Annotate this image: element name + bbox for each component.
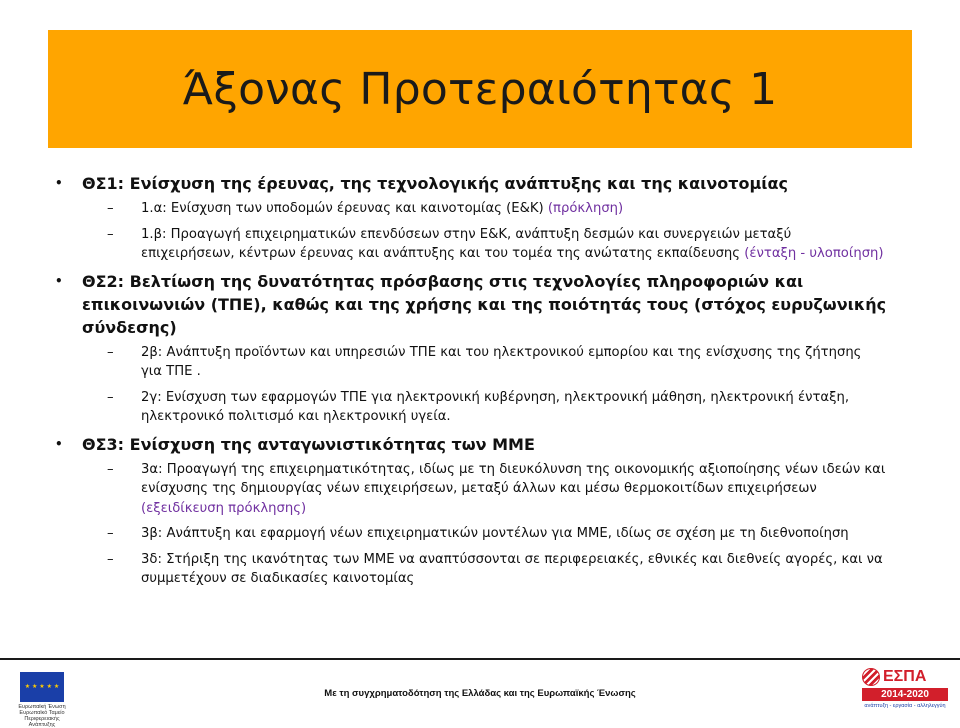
sub-item-note: (πρόκληση): [547, 201, 624, 216]
bullet-ts1: [55, 172, 915, 195]
dash-icon: –: [107, 201, 114, 216]
dash-icon: –: [107, 461, 114, 477]
bullet-icon: •: [55, 273, 63, 288]
title-banner: [48, 30, 912, 148]
dash-icon: –: [107, 226, 114, 242]
sub-item-1a: [55, 199, 886, 219]
dash-icon: –: [107, 526, 114, 541]
eu-caption: Ευρωπαϊκή Ένωση Ευρωπαϊκό Ταμείο Περιφερειακής Ανάπτυξης: [18, 704, 66, 728]
sub-item-note: (ένταξη - υλοποίηση): [744, 246, 884, 261]
espa-emblem-icon: [862, 668, 880, 686]
dash-icon: –: [107, 551, 114, 567]
sub-item-text: 2β: Ανάπτυξη προϊόντων και υπηρεσιών ΤΠΕ και του ηλεκτρονικού εμπορίου και της ενίσχυσης της ζήτησης για ΤΠΕ .: [141, 344, 862, 379]
sub-item-text: 2γ: Ενίσχυση των εφαρμογών ΤΠΕ για ηλεκτρονική κυβέρνηση, ηλεκτρονική μάθηση, ηλεκτρονική ένταξη, ηλεκτρονικό πολιτισμό και ηλεκτρονική υγεία.: [141, 389, 850, 424]
slide-title: Άξονας Προτεραιότητας 1: [182, 63, 778, 115]
dash-icon: –: [107, 344, 114, 360]
bullet-ts1-label: ΘΣ1: Ενίσχυση της έρευνας, της τεχνολογικής ανάπτυξης και της καινοτομίας: [82, 174, 788, 193]
sub-item-3a: [55, 460, 886, 519]
sub-item-2b: [55, 343, 886, 382]
bullet-ts3-label: ΘΣ3: Ενίσχυση της ανταγωνιστικότητας των ΜΜΕ: [82, 434, 535, 454]
footer: [0, 658, 960, 728]
sub-item-note: (εξειδίκευση πρόκλησης): [141, 500, 307, 516]
slide-content: [55, 172, 915, 595]
dash-icon: –: [107, 389, 114, 405]
sub-item-text: 1.α: Ενίσχυση των υποδομών έρευνας και καινοτομίας (Ε&Κ): [141, 201, 548, 216]
espa-motto: ανάπτυξη - εργασία - αλληλεγγύη: [864, 703, 946, 709]
cofunding-text: Με τη συγχρηματοδότηση της Ελλάδας και της Ευρωπαϊκής Ένωσης: [324, 688, 636, 699]
sub-item-1b: [55, 225, 886, 264]
sub-item-text: 3β: Ανάπτυξη και εφαρμογή νέων επιχειρηματικών μοντέλων για ΜΜΕ, ιδίως σε σχέση με τη διεθνοποίηση: [141, 526, 849, 541]
bullet-ts2: [55, 270, 915, 339]
eu-flag-icon: ★ ★ ★ ★ ★: [20, 672, 64, 702]
bullet-icon: •: [55, 436, 63, 451]
espa-years: 2014-2020: [862, 688, 948, 701]
espa-logo: [862, 668, 948, 718]
sub-item-text: 1.β: Προαγωγή επιχειρηματικών επενδύσεων στην Ε&Κ, ανάπτυξη δεσμών και συνεργειών μεταξύ επιχειρήσεων, κέντρων έρευνας και ανάπτυξης και του τομέα της ανώτατης εκπαίδευσης: [141, 226, 792, 261]
bullet-ts2-label: ΘΣ2: Βελτίωση της δυνατότητας πρόσβασης στις τεχνολογίες πληροφοριών και επικοινωνιών (ΤΠΕ), καθώς και της χρήσης και της ποιότητάς τους (στόχος ευρυζωνικής σύνδεσης): [82, 271, 887, 337]
sub-item-text: 3δ: Στήριξη της ικανότητας των ΜΜΕ να αναπτύσσονται σε περιφερειακές, εθνικές και διεθνείς αγορές, και να συμμετέχουν σε διαδικασίες καινοτομίας: [141, 551, 883, 586]
sub-item-3b: [55, 524, 886, 544]
sub-item-text: 3α: Προαγωγή της επιχειρηματικότητας, ιδίως με τη διευκόλυνση της οικονομικής αξιοποίησης νέων ιδεών και ενίσχυσης της δημιουργίας νέων επιχειρήσεων, μεταξύ άλλων και μέσω θερμοκοιτίδων επιχειρήσεων: [141, 461, 886, 496]
sub-item-3d: [55, 550, 886, 589]
espa-name: ΕΣΠΑ: [883, 668, 927, 685]
sub-item-2c: [55, 388, 886, 427]
bullet-ts3: [55, 433, 915, 456]
bullet-icon: •: [55, 176, 63, 190]
